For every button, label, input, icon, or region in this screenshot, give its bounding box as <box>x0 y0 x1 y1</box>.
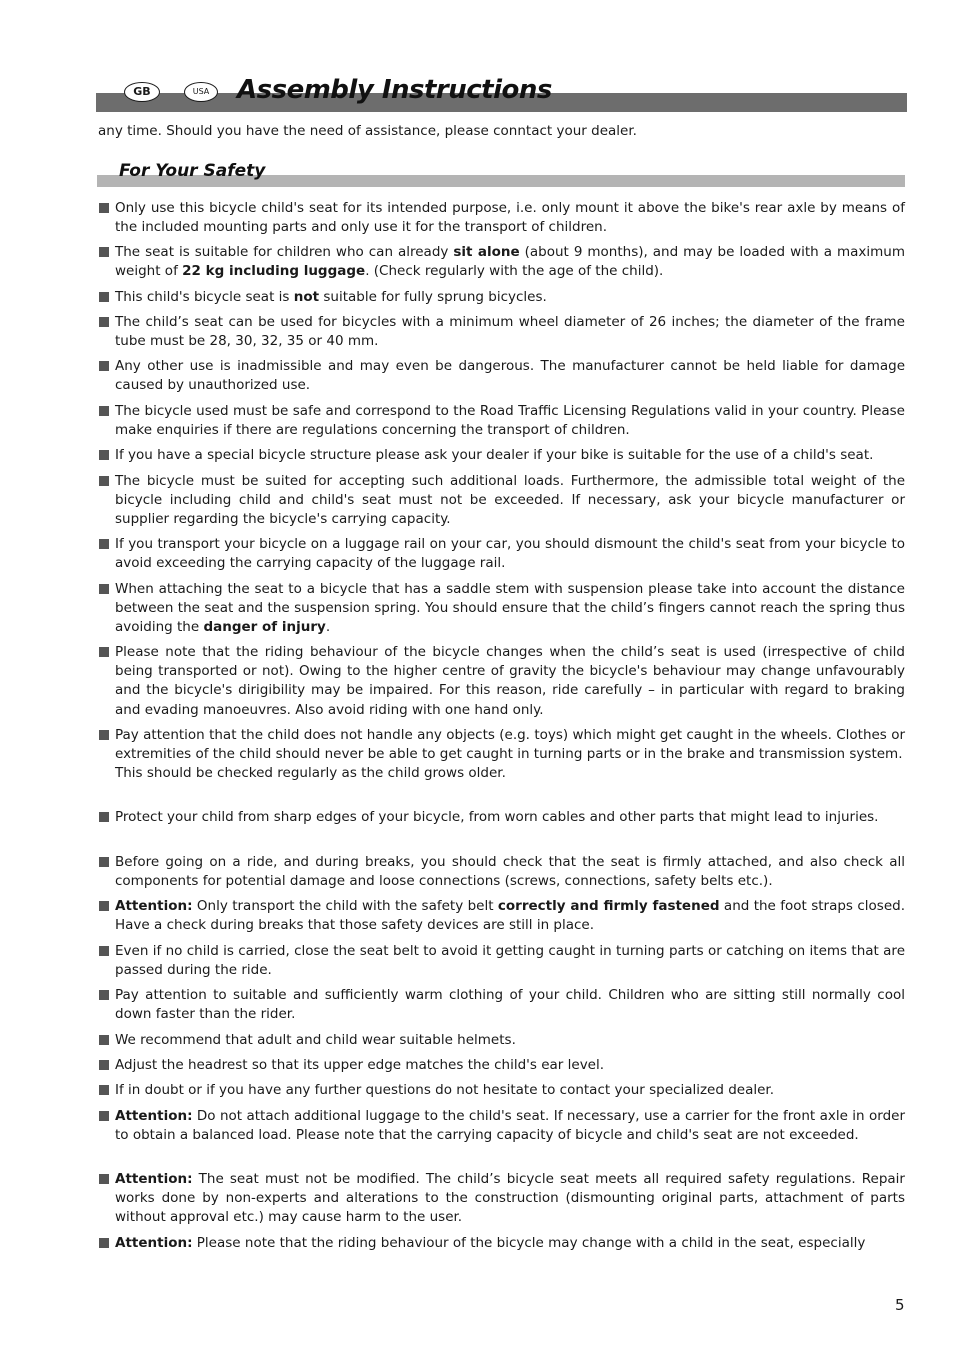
list-item-text: Please note that the riding behaviour of the bicycle changes when the child’s seat is used (irrespective of child being transported or not). Owing to the higher centre of gravity the bicycle's behaviour may change unfavourably and the bicycle's dirigibility may be impaired. For this reason, ride carefully – in particular with regard to braking and evading manoeuvres. Also avoid riding with one hand only. <box>115 644 905 718</box>
list-item <box>98 942 905 980</box>
list-item-text: The bicycle must be suited for accepting such additional loads. Furthermore, the admissible total weight of the bicycle including child and child's seat must not be exceeded. If necessary, ask your bicycle manufacturer or supplier regarding the bicycle's carrying capacity. <box>115 473 905 528</box>
bullet-square-icon <box>99 450 109 460</box>
bullet-square-icon <box>99 292 109 302</box>
list-item-text: If you have a special bicycle structure please ask your dealer if your bike is suitable for the use of a child's seat. <box>115 447 874 463</box>
emphasis-text: Attention: <box>115 1235 193 1251</box>
usa-badge: USA <box>184 82 218 102</box>
gb-badge: GB <box>124 82 160 102</box>
list-item-text: If in doubt or if you have any further questions do not hesitate to contact your specialized dealer. <box>115 1082 775 1098</box>
list-item <box>98 313 905 351</box>
list-item <box>98 446 905 465</box>
list-item-text: Any other use is inadmissible and may even be dangerous. The manufacturer cannot be held liable for damage caused by unauthorized use. <box>115 358 905 394</box>
bullet-square-icon <box>99 539 109 549</box>
list-item <box>98 1031 905 1050</box>
list-item-text: When attaching the seat to a bicycle that has a saddle stem with suspension please take into account the distance between the seat and the suspension spring. You should ensure that the child’s fingers cannot reach the spring thus avoiding the <box>115 581 905 636</box>
bullet-square-icon <box>99 1238 109 1248</box>
list-item <box>98 897 905 935</box>
bullet-square-icon <box>99 1111 109 1121</box>
bullet-square-icon <box>99 946 109 956</box>
list-item <box>98 199 905 237</box>
list-item-text: Only use this bicycle child's seat for its intended purpose, i.e. only mount it above the bike's rear axle by means of the included mounting parts and only use it for the transport of children. <box>115 200 905 236</box>
list-item-text: We recommend that adult and child wear suitable helmets. <box>115 1032 516 1048</box>
list-item-text: The bicycle used must be safe and correspond to the Road Traffic Licensing Regulations valid in your country. Please make enquiries if there are regulations concerning the transport of children. <box>115 403 905 439</box>
list-item-text: Even if no child is carried, close the seat belt to avoid it getting caught in turning parts or catching on items that are passed during the ride. <box>115 943 905 979</box>
bullet-square-icon <box>99 584 109 594</box>
list-item-text: The child’s seat can be used for bicycles with a minimum wheel diameter of 26 inches; the diameter of the frame tube must be 28, 30, 32, 35 or 40 mm. <box>115 314 905 350</box>
list-item <box>98 472 905 530</box>
list-item <box>98 1056 905 1075</box>
emphasis-text: Attention: <box>115 1108 193 1124</box>
list-item-text: Before going on a ride, and during breaks, you should check that the seat is firmly attached, and also check all components for potential damage and loose connections (screws, connections, safety belts etc.). <box>115 854 905 890</box>
list-item-text: and the foot straps closed. Have a check during breaks that those safety devices are still in place. <box>115 898 905 934</box>
bullet-square-icon <box>99 857 109 867</box>
bullet-square-icon <box>99 317 109 327</box>
list-item-text: Pay attention to suitable and sufficiently warm clothing of your child. Children who are sitting still normally cool down faster than the rider. <box>115 987 905 1023</box>
bullet-square-icon <box>99 361 109 371</box>
list-item-text: If you transport your bicycle on a luggage rail on your car, you should dismount the child's seat from your bicycle to avoid exceeding the carrying capacity of the luggage rail. <box>115 536 905 572</box>
list-item-text: This child's bicycle seat is <box>115 289 294 305</box>
list-item <box>98 357 905 395</box>
list-item <box>98 1107 905 1145</box>
bullet-square-icon <box>99 1035 109 1045</box>
bullet-square-icon <box>99 406 109 416</box>
list-item <box>98 1234 905 1253</box>
section-title: For Your Safety <box>119 161 266 181</box>
emphasis-text: 22 kg including luggage <box>182 263 366 280</box>
bullet-square-icon <box>99 203 109 213</box>
emphasis-text: Attention: <box>115 1171 193 1187</box>
list-item <box>98 726 905 784</box>
emphasis-text: correctly and firmly fastened <box>497 898 720 914</box>
emphasis-text: danger of injury <box>203 619 326 636</box>
bullet-square-icon <box>99 812 109 822</box>
list-item <box>98 288 905 307</box>
bullet-square-icon <box>99 476 109 486</box>
list-item <box>98 853 905 891</box>
emphasis-text: Attention: <box>115 898 193 914</box>
page-title: Assembly Instructions <box>237 75 552 105</box>
intro-text: any time. Should you have the need of assistance, please conntact your dealer. <box>98 123 637 139</box>
list-item <box>98 535 905 573</box>
list-item-text: Only transport the child with the safety belt <box>192 898 498 914</box>
bullet-square-icon <box>99 990 109 1000</box>
list-item-text: Protect your child from sharp edges of your bicycle, from worn cables and other parts that might lead to injuries. <box>115 809 879 825</box>
list-item <box>98 1170 905 1228</box>
list-item-text: The seat must not be modified. The child’s bicycle seat meets all required safety regulations. Repair works done by non-experts and alterations to the construction (dismounting original parts, attachment of parts without approval etc.) may cause harm to the user. <box>115 1171 905 1226</box>
list-item-extra: This should be checked regularly as the child grows older. <box>115 765 506 782</box>
list-item-text: (about 9 months), and may be loaded with a maximum weight of <box>115 244 905 280</box>
list-item-text: Do not attach additional luggage to the child's seat. If necessary, use a carrier for the front axle in order to obtain a balanced load. Please note that the carrying capacity of bicycle and child's seat are not exceeded. <box>115 1108 905 1144</box>
page-header <box>96 74 907 114</box>
bullet-square-icon <box>99 647 109 657</box>
list-item <box>98 580 905 638</box>
emphasis-text: sit alone <box>453 244 520 260</box>
section-header <box>97 160 905 188</box>
list-item <box>98 243 905 281</box>
page-number: 5 <box>895 1296 905 1314</box>
list-item <box>98 1081 905 1100</box>
list-item-text: . (Check regularly with the age of the child). <box>365 263 664 280</box>
list-item <box>98 986 905 1024</box>
list-item-text: Pay attention that the child does not handle any objects (e.g. toys) which might get caught in the wheels. Clothes or extremities of the child should never be able to get caught in turning parts or in the brake and transmission system. <box>115 727 905 763</box>
list-item <box>98 402 905 440</box>
bullet-square-icon <box>99 1085 109 1095</box>
list-item <box>98 643 905 720</box>
list-item-text: Please note that the riding behaviour of the bicycle may change with a child in the seat, especially <box>192 1235 866 1251</box>
list-item-text: The seat is suitable for children who can already <box>115 244 454 260</box>
bullet-square-icon <box>99 730 109 740</box>
bullet-square-icon <box>99 247 109 257</box>
bullet-square-icon <box>99 901 109 911</box>
list-item <box>98 808 905 827</box>
list-item-text: . <box>325 619 331 636</box>
emphasis-text: not <box>293 289 320 305</box>
list-item-text: suitable for fully sprung bicycles. <box>319 289 547 305</box>
bullet-square-icon <box>99 1060 109 1070</box>
list-item-text: Adjust the headrest so that its upper edge matches the child's ear level. <box>115 1057 605 1073</box>
bullet-square-icon <box>99 1174 109 1184</box>
